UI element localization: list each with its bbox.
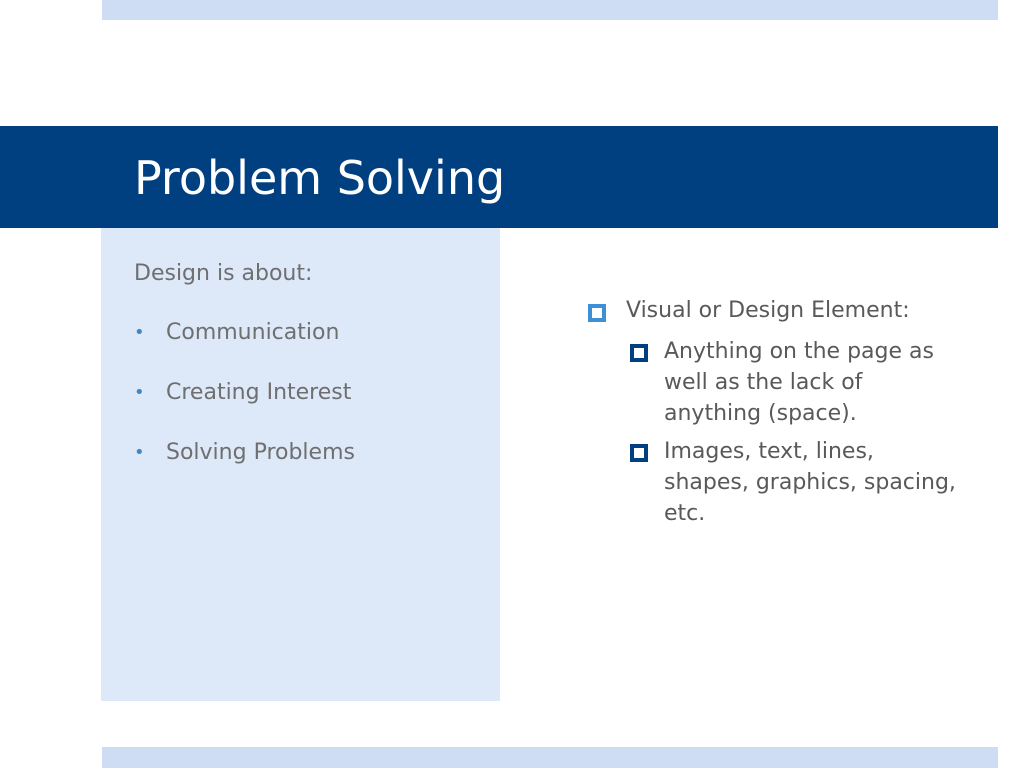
slide-title: Problem Solving (134, 151, 506, 205)
top-accent-band (102, 0, 998, 20)
left-heading: Design is about: (134, 261, 313, 286)
list-item-label: Solving Problems (166, 440, 355, 465)
bullet-dot-icon: • (134, 322, 145, 343)
main-bullet-label: Visual or Design Element: (626, 298, 910, 323)
sub-bullet-label: Images, text, lines, shapes, graphics, spacing, etc. (664, 439, 956, 526)
bottom-accent-band (102, 747, 998, 768)
bullet-dot-icon: • (134, 382, 145, 403)
hollow-square-bullet-icon (630, 444, 648, 462)
hollow-square-bullet-icon (630, 344, 648, 362)
bullet-dot-icon: • (134, 442, 145, 463)
sub-bullet-label: Anything on the page as well as the lack of anything (space). (664, 339, 934, 426)
hollow-square-bullet-icon (588, 304, 606, 322)
list-item-label: Creating Interest (166, 380, 352, 405)
list-item-label: Communication (166, 320, 340, 345)
